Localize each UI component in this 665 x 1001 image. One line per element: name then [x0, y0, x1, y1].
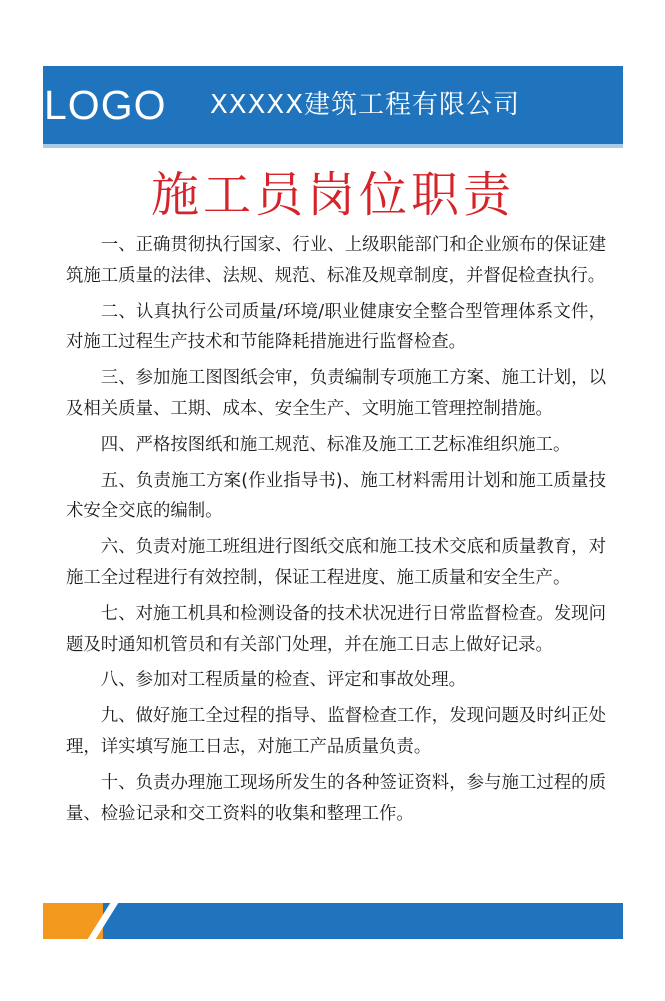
duty-item-2: 二、认真执行公司质量/环境/职业健康安全整合型管理体系文件，对施工过程生产技术和节能降耗措施进行监督检查。 [66, 301, 606, 353]
duty-item-1: 一、正确贯彻执行国家、行业、上级职能部门和企业颁布的保证建筑施工质量的法律、法规、规范、标准及规章制度，并督促检查执行。 [66, 235, 606, 286]
duty-item-3: 三、参加施工图图纸会审，负责编制专项施工方案、施工计划，以及相关质量、工期、成本、安全生产、文明施工管理控制措施。 [66, 368, 606, 419]
duty-item-9: 九、做好施工全过程的指导、监督检查工作，发现问题及时纠正处理，详实填写施工日志，对施工产品质量负责。 [66, 706, 606, 757]
logo: LOGO [44, 82, 167, 128]
duty-item-6: 六、负责对施工班组进行图纸交底和施工技术交底和质量教育，对施工全过程进行有效控制，保证工程进度、施工质量和安全生产。 [66, 537, 606, 588]
company-name: XXXXX建筑工程有限公司 [210, 90, 521, 120]
duty-item-8: 八、参加对工程质量的检查、评定和事故处理。 [100, 670, 467, 691]
duty-item-10: 十、负责办理施工现场所发生的各种签证资料，参与施工过程的质量、检验记录和交工资料的收集和整理工作。 [66, 772, 606, 824]
duty-item-7: 七、对施工机具和检测设备的技术状况进行日常监督检查。发现问题及时通知机管员和有关部门处理，并在施工日志上做好记录。 [66, 603, 606, 655]
footer-bar [43, 903, 623, 939]
duty-item-4: 四、严格按图纸和施工规范、标准及施工工艺标准组织施工。 [100, 434, 571, 455]
duty-item-5: 五、负责施工方案(作业指导书)、施工材料需用计划和施工质量技术安全交底的编制。 [66, 470, 606, 522]
page-title: 施工员岗位职责 [150, 167, 515, 223]
duty-list [66, 230, 606, 834]
header-divider [43, 144, 623, 148]
